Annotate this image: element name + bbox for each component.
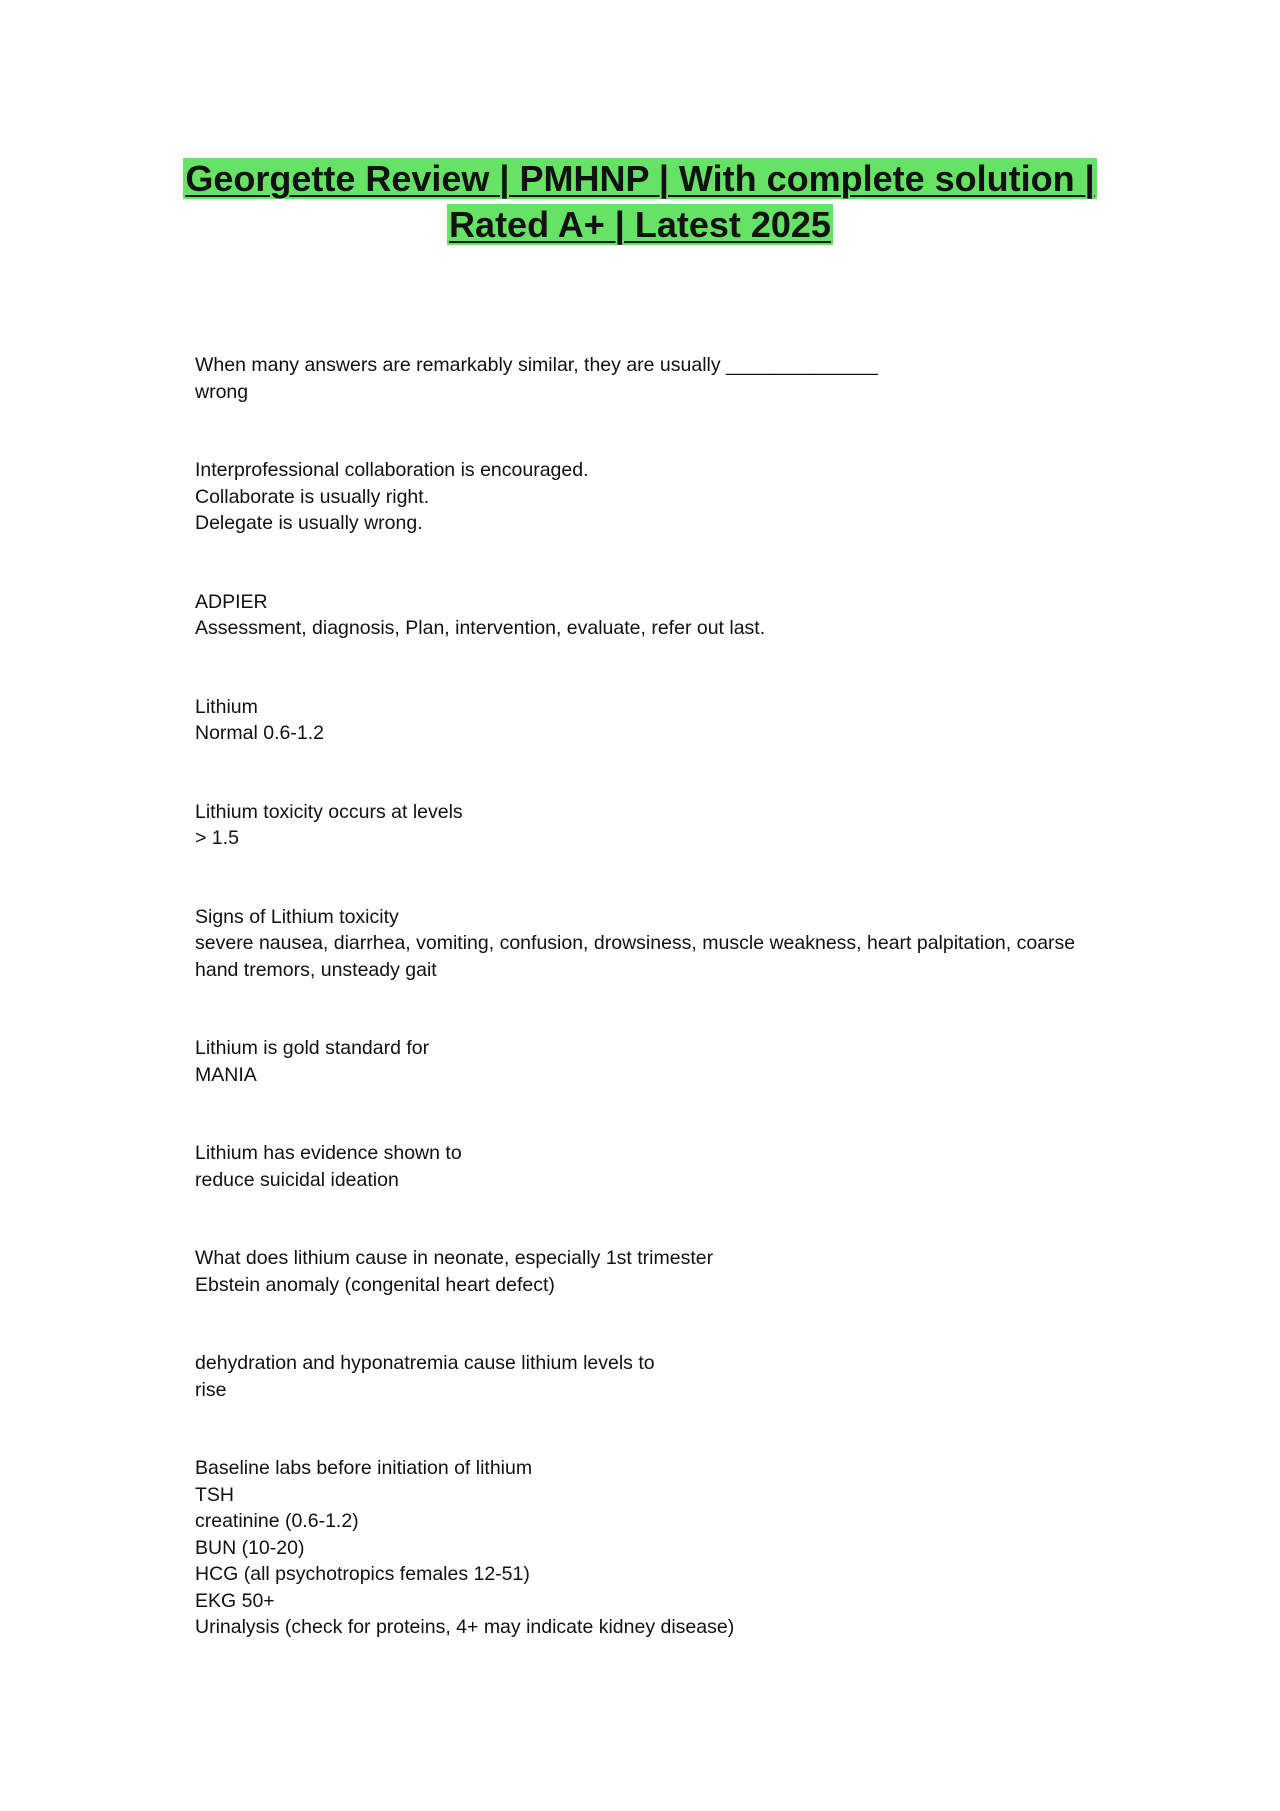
qa-answer-line: TSH (195, 1483, 234, 1506)
title-line-1: Georgette Review | PMHNP | With complete solution | (185, 158, 1095, 199)
qa-answer-line: creatinine (0.6-1.2) (195, 1510, 359, 1532)
qa-answer-line: MANIA (195, 1063, 257, 1086)
qa-answer-line: reduce suicidal ideation (195, 1168, 399, 1191)
qa-question: ADPIER (195, 590, 268, 613)
qa-item (195, 1350, 1095, 1403)
qa-answer-line: > 1.5 (195, 827, 239, 849)
qa-question: Lithium toxicity occurs at levels (195, 800, 463, 823)
qa-item (195, 1035, 1095, 1088)
qa-answer-line: Normal 0.6-1.2 (195, 722, 324, 744)
qa-list (195, 352, 1095, 1693)
qa-item (195, 589, 1095, 642)
qa-answer-line: hand tremors, unsteady gait (195, 958, 437, 981)
document-title (150, 156, 1130, 248)
qa-question: Baseline labs before initiation of lithium (195, 1457, 533, 1479)
qa-answer-line: rise (195, 1378, 227, 1401)
qa-answer-line: BUN (10-20) (195, 1536, 305, 1559)
qa-answer-line: wrong (195, 380, 249, 403)
qa-question: Lithium has evidence shown to (195, 1142, 462, 1164)
qa-item (195, 904, 1095, 984)
qa-answer-line: Delegate is usually wrong. (195, 512, 423, 534)
qa-answer-line: Assessment, diagnosis, Plan, intervention, evaluate, refer out last. (195, 617, 766, 639)
qa-item (195, 352, 1095, 405)
qa-question: When many answers are remarkably similar, they are usually ______________ (195, 354, 878, 376)
qa-item (195, 694, 1095, 747)
qa-item (195, 1140, 1095, 1193)
qa-answer-line: severe nausea, diarrhea, vomiting, confusion, drowsiness, muscle weakness, heart palpitation, coarse (195, 932, 1076, 954)
qa-item (195, 1245, 1095, 1298)
qa-question: What does lithium cause in neonate, especially 1st trimester (195, 1247, 714, 1269)
qa-item (195, 799, 1095, 852)
qa-answer-line: Urinalysis (check for proteins, 4+ may indicate kidney disease) (195, 1616, 735, 1638)
qa-question: Lithium is gold standard for (195, 1037, 430, 1059)
qa-answer-line: EKG 50+ (195, 1589, 275, 1612)
title-line-2: Rated A+ | Latest 2025 (449, 204, 831, 245)
qa-answer-line: Ebstein anomaly (congenital heart defect) (195, 1273, 555, 1296)
qa-answer-line: HCG (all psychotropics females 12-51) (195, 1563, 530, 1585)
qa-answer-line: Collaborate is usually right. (195, 485, 430, 508)
qa-question: Lithium (195, 695, 258, 718)
qa-question: Interprofessional collaboration is encouraged. (195, 459, 589, 481)
qa-item (195, 1455, 1095, 1641)
qa-item (195, 457, 1095, 537)
qa-question: dehydration and hyponatremia cause lithium levels to (195, 1352, 655, 1374)
qa-question: Signs of Lithium toxicity (195, 905, 399, 928)
